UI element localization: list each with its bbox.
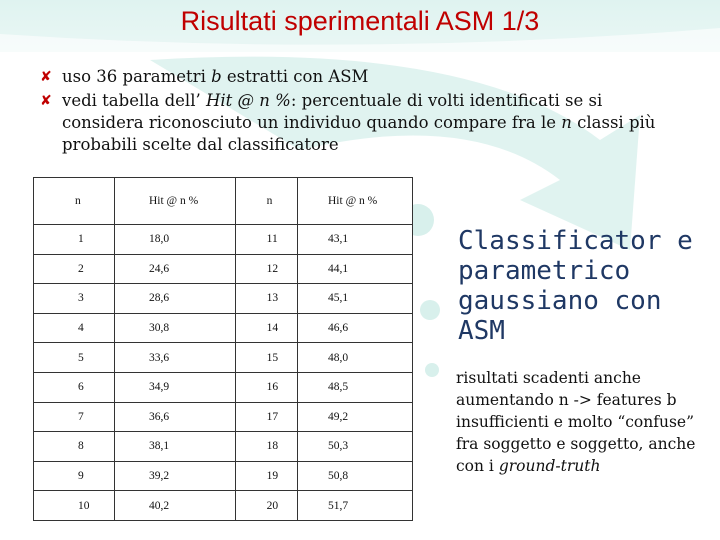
table-cell: 1 [34,225,115,255]
table-cell: 34,9 [114,372,235,402]
results-table [33,177,413,521]
table-cell: 48,0 [298,343,413,373]
table-row [34,461,413,491]
table-cell: 8 [34,432,115,462]
table-cell: 49,2 [298,402,413,432]
bullet-text: vedi tabella dell’ [62,91,206,110]
bullet-item [38,90,678,156]
table-row [34,313,413,343]
table-cell: 11 [235,225,297,255]
slide-title: Risultati sperimentali ASM 1/3 [180,6,540,36]
bullet-text: classi più probabili scelte dal classificatore [62,113,656,154]
table-row [34,402,413,432]
column-header-hit: Hit @ n % [114,178,235,225]
table-body [34,225,413,521]
table-cell: 30,8 [114,313,235,343]
table-cell: 4 [34,313,115,343]
side-note-text: risultati scadenti anche aumentando n -> features b insufficienti e molto “confuse” fra soggetto e soggetto, anche con i [456,369,696,475]
table-row [34,372,413,402]
table-cell: 14 [235,313,297,343]
bullet-emphasis: n [561,113,572,132]
table-row [34,254,413,284]
bullet-text: : percentuale di volti identificati se si considera riconosciuto un individuo quando compare fra le [62,91,603,132]
column-header-n: n [235,178,297,225]
table-cell: 36,6 [114,402,235,432]
table-cell: 51,7 [298,491,413,521]
bullet-text: estratti con ASM [221,67,369,86]
table-row [34,343,413,373]
table-row [34,284,413,314]
column-header-n: n [34,178,115,225]
table-cell: 43,1 [298,225,413,255]
table-row [34,432,413,462]
table-cell: 3 [34,284,115,314]
table-cell: 19 [235,461,297,491]
bullet-emphasis: b [211,67,222,86]
table-cell: 48,5 [298,372,413,402]
column-header-hit: Hit @ n % [298,178,413,225]
side-note [456,367,706,477]
side-note-emphasis: ground-truth [498,457,601,475]
table-row [34,225,413,255]
cross-mark-icon: ✘ [40,69,52,85]
bullet-item [38,66,678,88]
bullet-emphasis: Hit @ n % [205,91,291,110]
table-cell: 2 [34,254,115,284]
bullet-text: uso 36 parametri [62,67,212,86]
cross-mark-icon: ✘ [40,93,52,109]
table-cell: 24,6 [114,254,235,284]
table-cell: 33,6 [114,343,235,373]
table-cell: 38,1 [114,432,235,462]
table-cell: 18,0 [114,225,235,255]
table-cell: 39,2 [114,461,235,491]
table-cell: 7 [34,402,115,432]
table-cell: 15 [235,343,297,373]
table-cell: 46,6 [298,313,413,343]
table-cell: 9 [34,461,115,491]
table-cell: 50,3 [298,432,413,462]
bullet-list [38,66,678,158]
table-cell: 5 [34,343,115,373]
table-cell: 45,1 [298,284,413,314]
table-cell: 40,2 [114,491,235,521]
table-cell: 18 [235,432,297,462]
table-cell: 50,8 [298,461,413,491]
table-cell: 6 [34,372,115,402]
table-cell: 44,1 [298,254,413,284]
table-cell: 10 [34,491,115,521]
table-header-row [34,178,413,225]
table-cell: 16 [235,372,297,402]
table-cell: 12 [235,254,297,284]
side-heading: Classificator e parametrico gaussiano con ASM [458,226,693,346]
table-cell: 17 [235,402,297,432]
table-cell: 28,6 [114,284,235,314]
table-cell: 20 [235,491,297,521]
table-cell: 13 [235,284,297,314]
table-row [34,491,413,521]
